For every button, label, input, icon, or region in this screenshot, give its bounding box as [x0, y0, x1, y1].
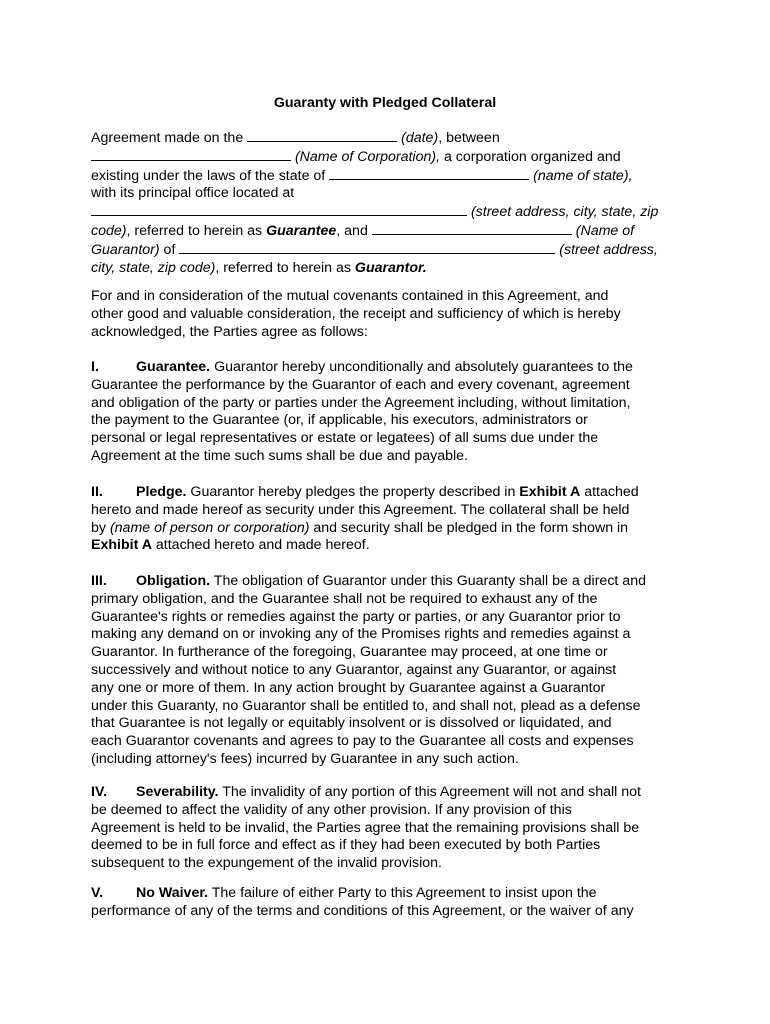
section-heading: No Waiver.	[136, 885, 209, 901]
intro-line-1: Agreement made on the (date), between	[91, 130, 500, 146]
intro-line-3: existing under the laws of the state of (name of state),	[91, 167, 633, 184]
guarantor-name-blank[interactable]	[372, 222, 572, 235]
intro-line-7: Guarantor) of (street address,	[91, 241, 658, 258]
section-no-waiver: V. No Waiver. The failure of either Party to this Agreement to insist upon the performance of any of the terms and conditions of this Agreement, or the waiver of any	[91, 885, 634, 919]
section-number: IV.	[91, 784, 108, 800]
intro-line-4: with its principal office located at	[91, 185, 295, 202]
date-blank[interactable]	[247, 129, 397, 142]
section-number: I.	[91, 359, 99, 375]
section-heading: Obligation.	[136, 573, 211, 589]
intro-line-6: code), referred to herein as Guarantee, and (Name of	[91, 222, 635, 239]
section-severability: IV. Severability. The invalidity of any portion of this Agreement will not and shall not be deemed to affect the validity of any other provision. If any provision of this Agreement is held to be invalid, the Parties agree that the remaining provisions shall be deemed to be in full force and effect as if they had been executed by both Parties subsequent to the expungement of the invalid provision.	[91, 784, 641, 872]
section-number: III.	[91, 573, 107, 589]
section-heading: Guarantee.	[136, 359, 211, 375]
section-obligation: III. Obligation. The obligation of Guarantor under this Guaranty shall be a direct and primary obligation, and the Guarantee shall not be required to exhaust any of the Guarantee's rights or remedies against the party or parties, or any Guarantor prior to making any demand on or invoking any of the Promises rights and remedies against a Guarantor. In furtherance of the foregoing, Guarantee may proceed, at one time or successively and without notice to any Guarantor, against any Guarantor, or against any one or more of them. In any action brought by Guarantee against a Guarantor under this Guaranty, no Guarantor shall be entitled to, and shall not, plead as a defense that Guarantee is not legally or equitably insolvent or is dissolved or liquidated, and each Guarantor covenants and agrees to pay to the Guarantee all costs and expenses (including attorney's fees) incurred by Guarantee in any such action.	[91, 573, 646, 767]
corporation-name-blank[interactable]	[91, 148, 291, 161]
intro-line-8: city, state, zip code), referred to herein as Guarantor.	[91, 259, 427, 276]
document-title: Guaranty with Pledged Collateral	[273, 95, 497, 111]
section-pledge: II. Pledge. Guarantor hereby pledges the property described in Exhibit A attached hereto and made hereof as security under this Agreement. The collateral shall be held by (name of person or corporation) and security shall be pledged in the form shown in Exhibit A attached hereto and made hereof.	[91, 484, 639, 554]
intro-paragraph	[91, 129, 686, 277]
state-blank[interactable]	[329, 167, 529, 180]
section-number: II.	[91, 484, 103, 500]
consideration-paragraph: For and in consideration of the mutual covenants contained in this Agreement, and other good and valuable consideration, the receipt and sufficiency of which is hereby acknowledged, the Parties agree as follows:	[91, 288, 621, 340]
section-guarantee: I. Guarantee. Guarantor hereby unconditionally and absolutely guarantees to the Guarantee the performance by the Guarantor of each and every covenant, agreement and obligation of the party or parties under the Agreement including, without limitation, the payment to the Guarantee (or, if applicable, his executors, administrators or personal or legal representatives or estate or legatees) of all sums due under the Agreement at the time such sums shall be due and payable.	[91, 359, 633, 464]
section-heading: Severability.	[136, 784, 219, 800]
corporation-address-blank[interactable]	[91, 203, 467, 216]
section-number: V.	[91, 885, 104, 901]
guarantor-address-blank[interactable]	[179, 241, 555, 254]
section-heading: Pledge.	[136, 484, 187, 500]
intro-line-5: (street address, city, state, zip	[91, 203, 686, 222]
intro-line-2: (Name of Corporation), a corporation organized and	[91, 148, 686, 167]
